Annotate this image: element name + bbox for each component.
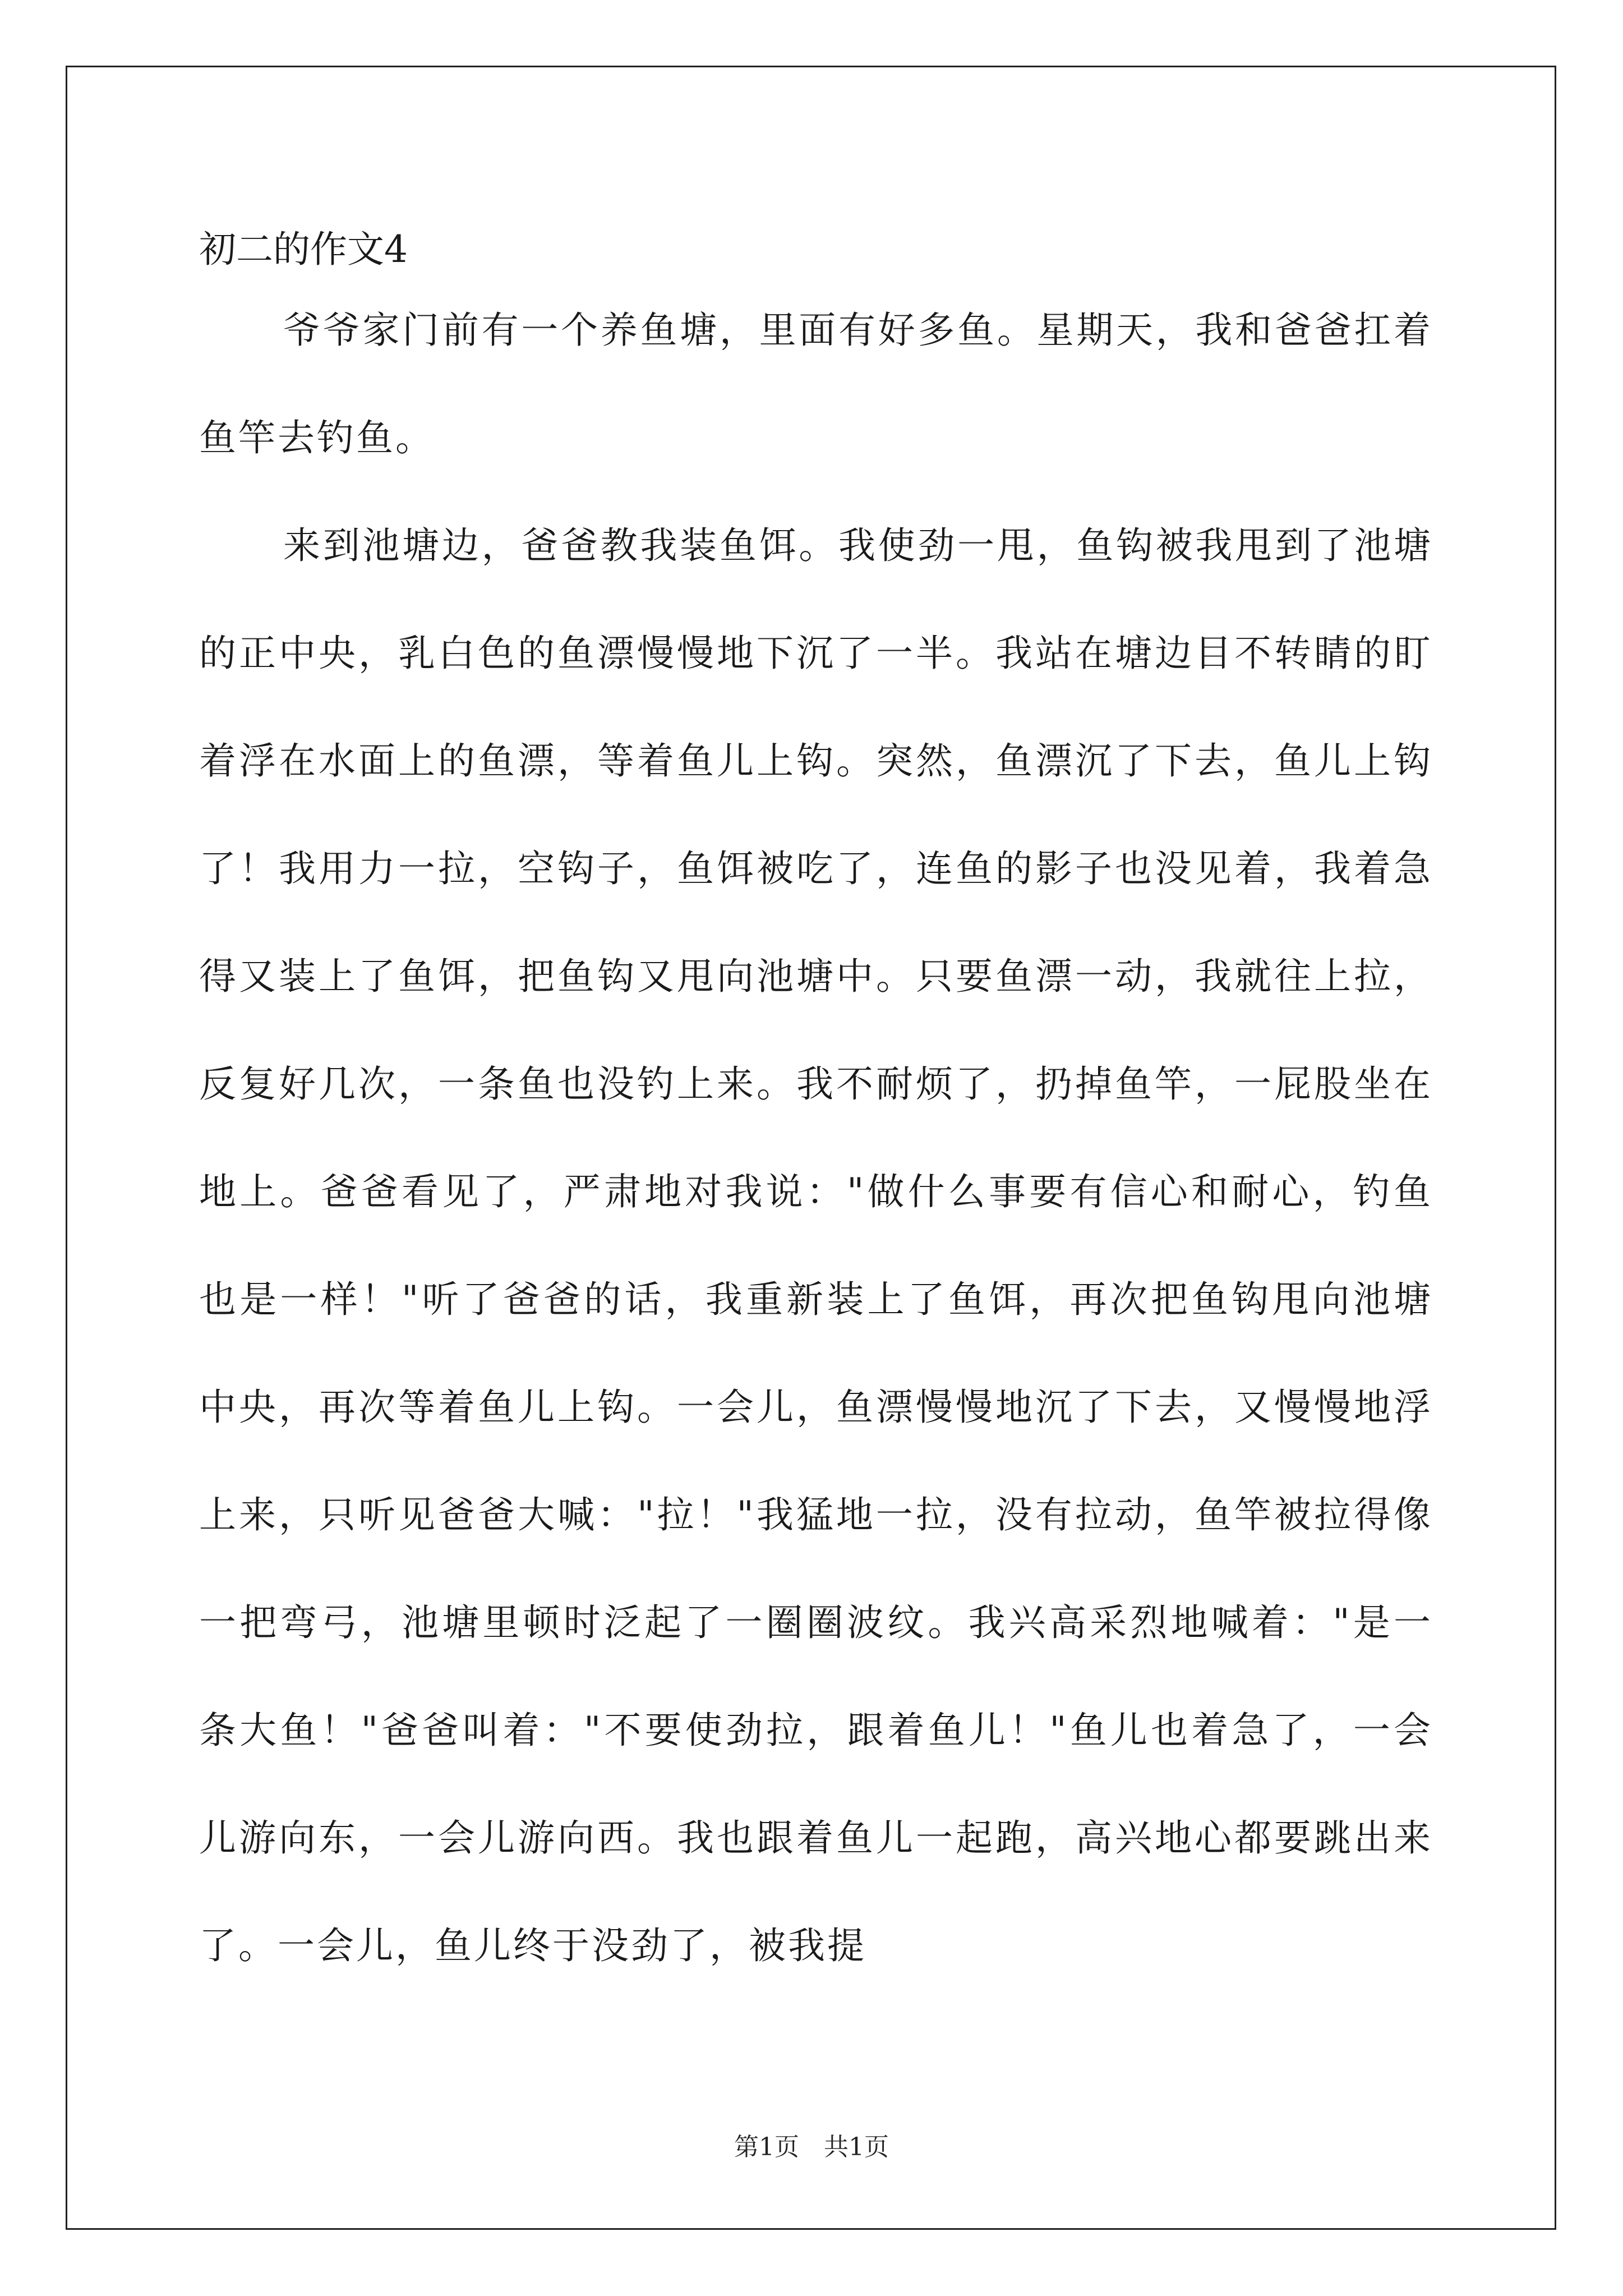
document-title: 初二的作文4 bbox=[199, 228, 408, 271]
paragraph-1: 爷爷家门前有一个养鱼塘，里面有好多鱼。星期天，我和爸爸扛着鱼竿去钓鱼。 bbox=[199, 309, 1433, 459]
document-body bbox=[199, 222, 1433, 2000]
paragraph-2: 来到池塘边，爸爸教我装鱼饵。我使劲一甩，鱼钩被我甩到了池塘的正中央，乳白色的鱼漂慢慢地下沉了一半。我站在塘边目不转睛的盯着浮在水面上的鱼漂，等着鱼儿上钩。突然，鱼漂沉了下去，鱼儿上钩了！我用力一拉，空钩子，鱼饵被吃了，连鱼的影子也没见着，我着急得又装上了鱼饵，把鱼钩又甩向池塘中。只要鱼漂一动，我就往上拉，反复好几次，一条鱼也没钓上来。我不耐烦了，扔掉鱼竿，一屁股坐在地上。爸爸看见了，严肃地对我说："做什么事要有信心和耐心，钓鱼也是一样！"听了爸爸的话，我重新装上了鱼饵，再次把鱼钩甩向池塘中央，再次等着鱼儿上钩。一会儿，鱼漂慢慢地沉了下去，又慢慢地浮上来，只听见爸爸大喊："拉！"我猛地一拉，没有拉动，鱼竿被拉得像一把弯弓，池塘里顿时泛起了一圈圈波纹。我兴高采烈地喊着："是一条大鱼！"爸爸叫着："不要使劲拉，跟着鱼儿！"鱼儿也着急了，一会儿游向东，一会儿游向西。我也跟着鱼儿一起跑，高兴地心都要跳出来了。一会儿，鱼儿终于没劲了，被我提 bbox=[199, 524, 1433, 1967]
page-footer: 第1页 共1页 bbox=[734, 2133, 889, 2161]
